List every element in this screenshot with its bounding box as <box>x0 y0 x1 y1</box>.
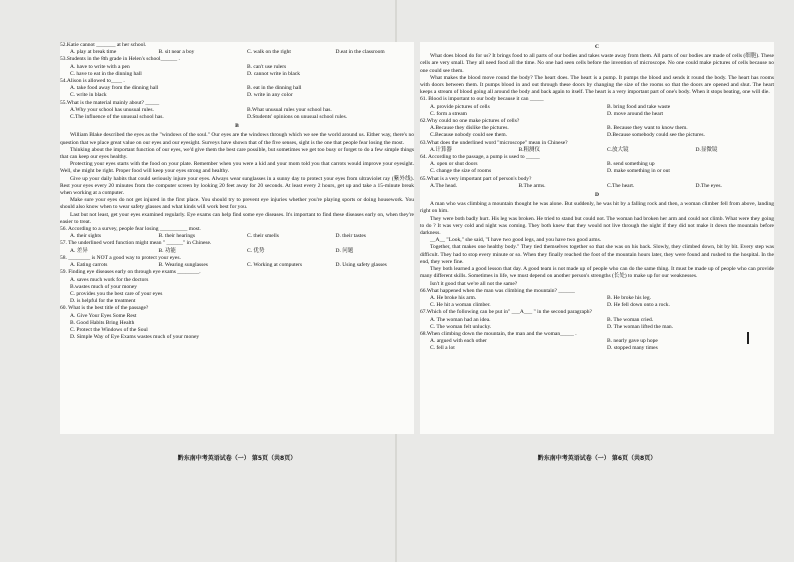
question-stem: 67.Which of the following can be put in" ___A___ " in the second paragraph? <box>420 309 592 316</box>
left-page <box>60 42 414 462</box>
option-row <box>420 295 774 302</box>
answer-option: A. open or shut doors <box>430 161 478 168</box>
answer-option: A. their sights <box>70 233 102 240</box>
answer-option: A.Because they dislike the pictures. <box>430 125 509 132</box>
passage-paragraph: Protecting your eyes starts with the food on your plate. Remember when you were a kid and your mom told you that carrots would improve your eyesight. Well, she might be right. Proper food will keep your eyes strong and healthy. <box>60 161 414 175</box>
question-stem: 63.What does the underlined word "microscope" mean in Chinese? <box>420 139 568 146</box>
passage-paragraph: What makes the blood move round the body? The heart does. The heart is a pump. It pumps the blood and sends it round the body. The heart has rooms with doors between them. It pumps blood in and out through these doors by changing the size of the rooms so that the doors are opened and shut. The heart keeps a stream of blood going all around the body and back again to itself. The heart is a very important part of one's body. When it stops beating, one will die. <box>420 74 774 96</box>
answer-option: A. Give Your Eyes Some Rest <box>70 312 137 319</box>
question-stem: 56. According to a survey, people fear losing __________ most. <box>60 226 201 233</box>
section-b-heading: B <box>235 123 239 130</box>
answer-option: B. Good Habits Bring Health <box>70 319 135 326</box>
passage-d <box>420 201 774 287</box>
question-stem: 66.What happened when the man was climbing the mountain? ______ <box>420 287 575 294</box>
passage-paragraph: They were both badly hurt. His leg was broken. He tried to stand but could not. The woman had broken her arm and could not climb. What were they going to do ? It was very cold and night was coming. They both knew that they would not live through the night if they did not make it down the mountain before darkness. <box>420 215 774 237</box>
question-stem: 58. ________ is NOT a good way to protect your eyes. <box>60 254 181 261</box>
answer-option: D. stopped many times <box>607 345 658 352</box>
answer-option: B. nearly gave up hope <box>607 338 658 345</box>
passage-paragraph: What does blood do for us? It brings food to all parts of our bodies and takes waste away from them. All parts of our bodies are made of cells (细胞). These cells are very small. They all need food all the time. No one had seen cells before the invention of microscope. No one could make pictures of cells because no one could see them. <box>420 53 774 74</box>
answer-option: C. their smells <box>247 233 279 240</box>
answer-option: D.Because somebody could see the pictures. <box>607 132 705 139</box>
answer-option: C. provides you the best care of your eyes <box>70 290 163 297</box>
answer-option: B.The arms. <box>518 182 546 189</box>
answer-option: B.粗测仪 <box>518 146 541 153</box>
answer-option: D. their tastes <box>335 233 366 240</box>
question-stem: 57. The underlined word function might mean " ______" in Chinese. <box>60 240 212 247</box>
answer-option: A. saves much work for the doctors <box>70 276 149 283</box>
answer-option: A. 差异 <box>70 247 88 254</box>
answer-option: A. have to write with a pen <box>70 63 130 70</box>
question-stem: 55.What is the material mainly about? _____ <box>60 99 160 106</box>
question-stem: 59. Finding eye diseases early on through eye exams ________. <box>60 269 201 276</box>
question-stem: 53.Students in the 8th grade in Helen's school______ . <box>60 56 180 63</box>
option-row <box>420 111 774 118</box>
answer-option: A. Eating carrots <box>70 262 108 269</box>
option-row <box>60 248 414 255</box>
option-row <box>420 183 774 190</box>
question-stem: 61. Blood is important to our body because it can _____ <box>420 96 544 103</box>
option-row <box>420 317 774 324</box>
answer-option: A.Why your school has unusual rules. <box>70 106 154 113</box>
passage-c <box>420 53 774 96</box>
answer-option: D.The eyes. <box>695 182 722 189</box>
answer-option: B. send something up <box>607 161 655 168</box>
option-row <box>420 125 774 132</box>
answer-option: D. The woman lifted the man. <box>607 323 674 330</box>
answer-option: C. 优势 <box>247 247 265 254</box>
passage-paragraph: Last but not least, get your eyes examined regularly. Eye exams can help find some eye diseases. It's important to find these diseases early on, when they're easier to treat. <box>60 211 414 225</box>
option-row <box>420 168 774 175</box>
answer-option: A.The head. <box>430 182 458 189</box>
option-row <box>60 92 414 99</box>
right-page-footer: 黔东南中考英语试卷（一） 第6页（共8页） <box>537 454 657 462</box>
answer-option: B. The woman cried. <box>607 316 654 323</box>
option-row <box>60 49 414 56</box>
answer-option: C.放大镜 <box>607 146 629 153</box>
answer-option: C.The heart. <box>607 182 635 189</box>
answer-option: B. eat in the dinning hall <box>247 85 302 92</box>
answer-option: A. The woman had an idea. <box>430 316 491 323</box>
answer-option: B. Wearing sunglasses <box>158 262 208 269</box>
answer-option: C. fell a lot <box>430 345 455 352</box>
section-d-heading: D <box>595 192 599 199</box>
answer-option: D. move around the heart <box>607 110 664 117</box>
question-block-61-65 <box>420 96 774 190</box>
answer-option: A.计算器 <box>430 146 452 153</box>
answer-option: C. form a stream <box>430 110 467 117</box>
question-stem: 54.Alison is allowed to____ . <box>60 78 125 85</box>
passage-paragraph: William Blake described the eyes as the "windows of the soul." Our eyes are the windows through which we see the world around us. Either way, there's no question that we place great value on our eyes and our eyesight. Surveys have shown that of the five senses, sight is the one that people fear losing the most. <box>60 132 414 146</box>
answer-option: A. He broke his arm. <box>430 294 477 301</box>
answer-option: C. change the size of rooms <box>430 168 492 175</box>
passage-paragraph: Isn't it good that we're all not the same? <box>430 280 518 287</box>
option-row <box>60 114 414 121</box>
passage-paragraph: __A__ "Look," she said, "I have two good legs, and you have two good arms. <box>430 237 602 244</box>
answer-option: A. play at break time <box>70 49 117 56</box>
answer-option: C. write in black <box>70 92 107 99</box>
option-row <box>420 345 774 352</box>
answer-option: D. make something in or out <box>607 168 670 175</box>
answer-option: D. Using safety glasses <box>335 262 387 269</box>
answer-option: D. He fell down onto a rock. <box>607 302 670 309</box>
answer-option: B.wastes much of your money <box>70 283 138 290</box>
answer-option: A. provide pictures of cells <box>430 103 490 110</box>
question-stem: 64. According to the passage, a pump is used to _____ <box>420 154 540 161</box>
option-row <box>60 71 414 78</box>
question-block-52-55 <box>60 42 414 121</box>
option-row <box>60 64 414 71</box>
option-row <box>420 338 774 345</box>
answer-option: B. He broke his leg. <box>607 294 651 301</box>
answer-option: D.显微镜 <box>695 146 718 153</box>
option-row <box>420 324 774 331</box>
passage-b <box>60 132 414 226</box>
option-row <box>420 132 774 139</box>
answer-option: D.eat in the classroom <box>335 49 385 56</box>
answer-option: D. is helpful for the treatment <box>70 298 136 305</box>
question-stem: 52.Katie cannot _______ at her school. <box>60 42 147 48</box>
answer-option: C. The woman felt unlucky. <box>430 323 492 330</box>
section-c-heading: C <box>595 44 599 50</box>
answer-option: B. bring food and take waste <box>607 103 671 110</box>
option-row <box>60 233 414 240</box>
answer-option: D. Simple Way of Eye Exams wastes much of your money <box>70 334 200 341</box>
left-page-footer: 黔东南中考英语试卷（一） 第5页（共8页） <box>177 454 297 462</box>
margin-mark <box>747 332 749 344</box>
passage-paragraph: They both learned a good lesson that day. A good team is not made up of people who can do the same thing. It must be made up of people who can provide many different skills. Sometimes in life, we must depend on another person's strengths (长处) to make up for our weaknesses. <box>420 266 774 280</box>
answer-option: C. have to eat in the dinning hall <box>70 70 142 77</box>
option-row <box>60 262 414 269</box>
answer-option: B. can't use rulers <box>247 63 287 70</box>
answer-option: D. write in any color <box>247 92 293 99</box>
answer-option: C. He hit a woman climber. <box>430 302 491 309</box>
answer-option: B.What unusual rules your school has. <box>247 106 332 113</box>
question-stem: 60. What is the best title of the passage? <box>60 305 149 312</box>
passage-paragraph: Give up your daily habits that could seriously injure your eyes. Always wear sunglasses in a sunny day to protect your eyes from ultraviolet ray (紫外线). Rest your eyes every 20 minutes from the computer screen by looking 20 feet away for 20 seconds. At least every 2 hours, get up and take a 15-minute break when working at a computer. <box>60 175 414 197</box>
answer-option: B. Because they want to know them. <box>607 125 688 132</box>
option-row <box>60 107 414 114</box>
question-block-66-68 <box>420 288 774 353</box>
answer-option: D. cannot write in black <box>247 70 300 77</box>
answer-option: C. Working at computers <box>247 262 303 269</box>
question-block-56-60 <box>60 226 414 341</box>
answer-option: C.Because nobody could see them. <box>430 132 507 139</box>
answer-option: D.Students' opinions on unusual school rules. <box>247 114 348 121</box>
passage-paragraph: Together, that makes one healthy body." They tied themselves together so that she was on his back. Slowly, they climbed down, bit by bit. Every step was difficult. They had to stop every minute or so. When they finally reached the foot of the mountain hours later, they were found and rushed to the hospital. In the end, they were fine. <box>420 244 774 265</box>
answer-option: D. 问题 <box>335 247 354 254</box>
passage-paragraph: A man who was climbing a mountain thought he was alone. But suddenly, he was hit by a falling rock and then, a woman climber fell from above, landing right on him. <box>420 201 774 215</box>
option-row <box>60 85 414 92</box>
answer-option: C. Protect the Windows of the Soul <box>70 326 148 333</box>
answer-option: A. take food away from the dinning hall <box>70 85 159 92</box>
option-row <box>420 147 774 154</box>
answer-option: C. walk on the right <box>247 49 291 56</box>
answer-option: C.The influence of the unusual school has. <box>70 114 164 121</box>
answer-option: B. sit near a boy <box>158 49 195 56</box>
answer-option: B. their hearings <box>158 233 196 240</box>
answer-option: B. 功能 <box>158 247 176 254</box>
option-row <box>420 104 774 111</box>
question-stem: 68.When climbing down the mountain, the man and the woman_____ . <box>420 330 577 337</box>
passage-paragraph: Make sure your eyes do not get injured in the first place. You should try to prevent eye injuries whether you're playing sports or doing housework. You should also know when to wear safety glasses and what kinds will work best for you. <box>60 197 414 211</box>
answer-option: A. argued with each other <box>430 338 487 345</box>
question-stem: 65.What is a very important part of person's body? <box>420 175 532 182</box>
question-stem: 62.Why could no one make pictures of cells? <box>420 118 520 125</box>
passage-paragraph: Thinking about the important function of our eyes, we'd give them the best care possible, but sometimes we get too busy or forget to do a few simple things that can keep our eyes healthy. <box>60 146 414 161</box>
option-row <box>420 302 774 309</box>
right-page <box>420 42 774 462</box>
